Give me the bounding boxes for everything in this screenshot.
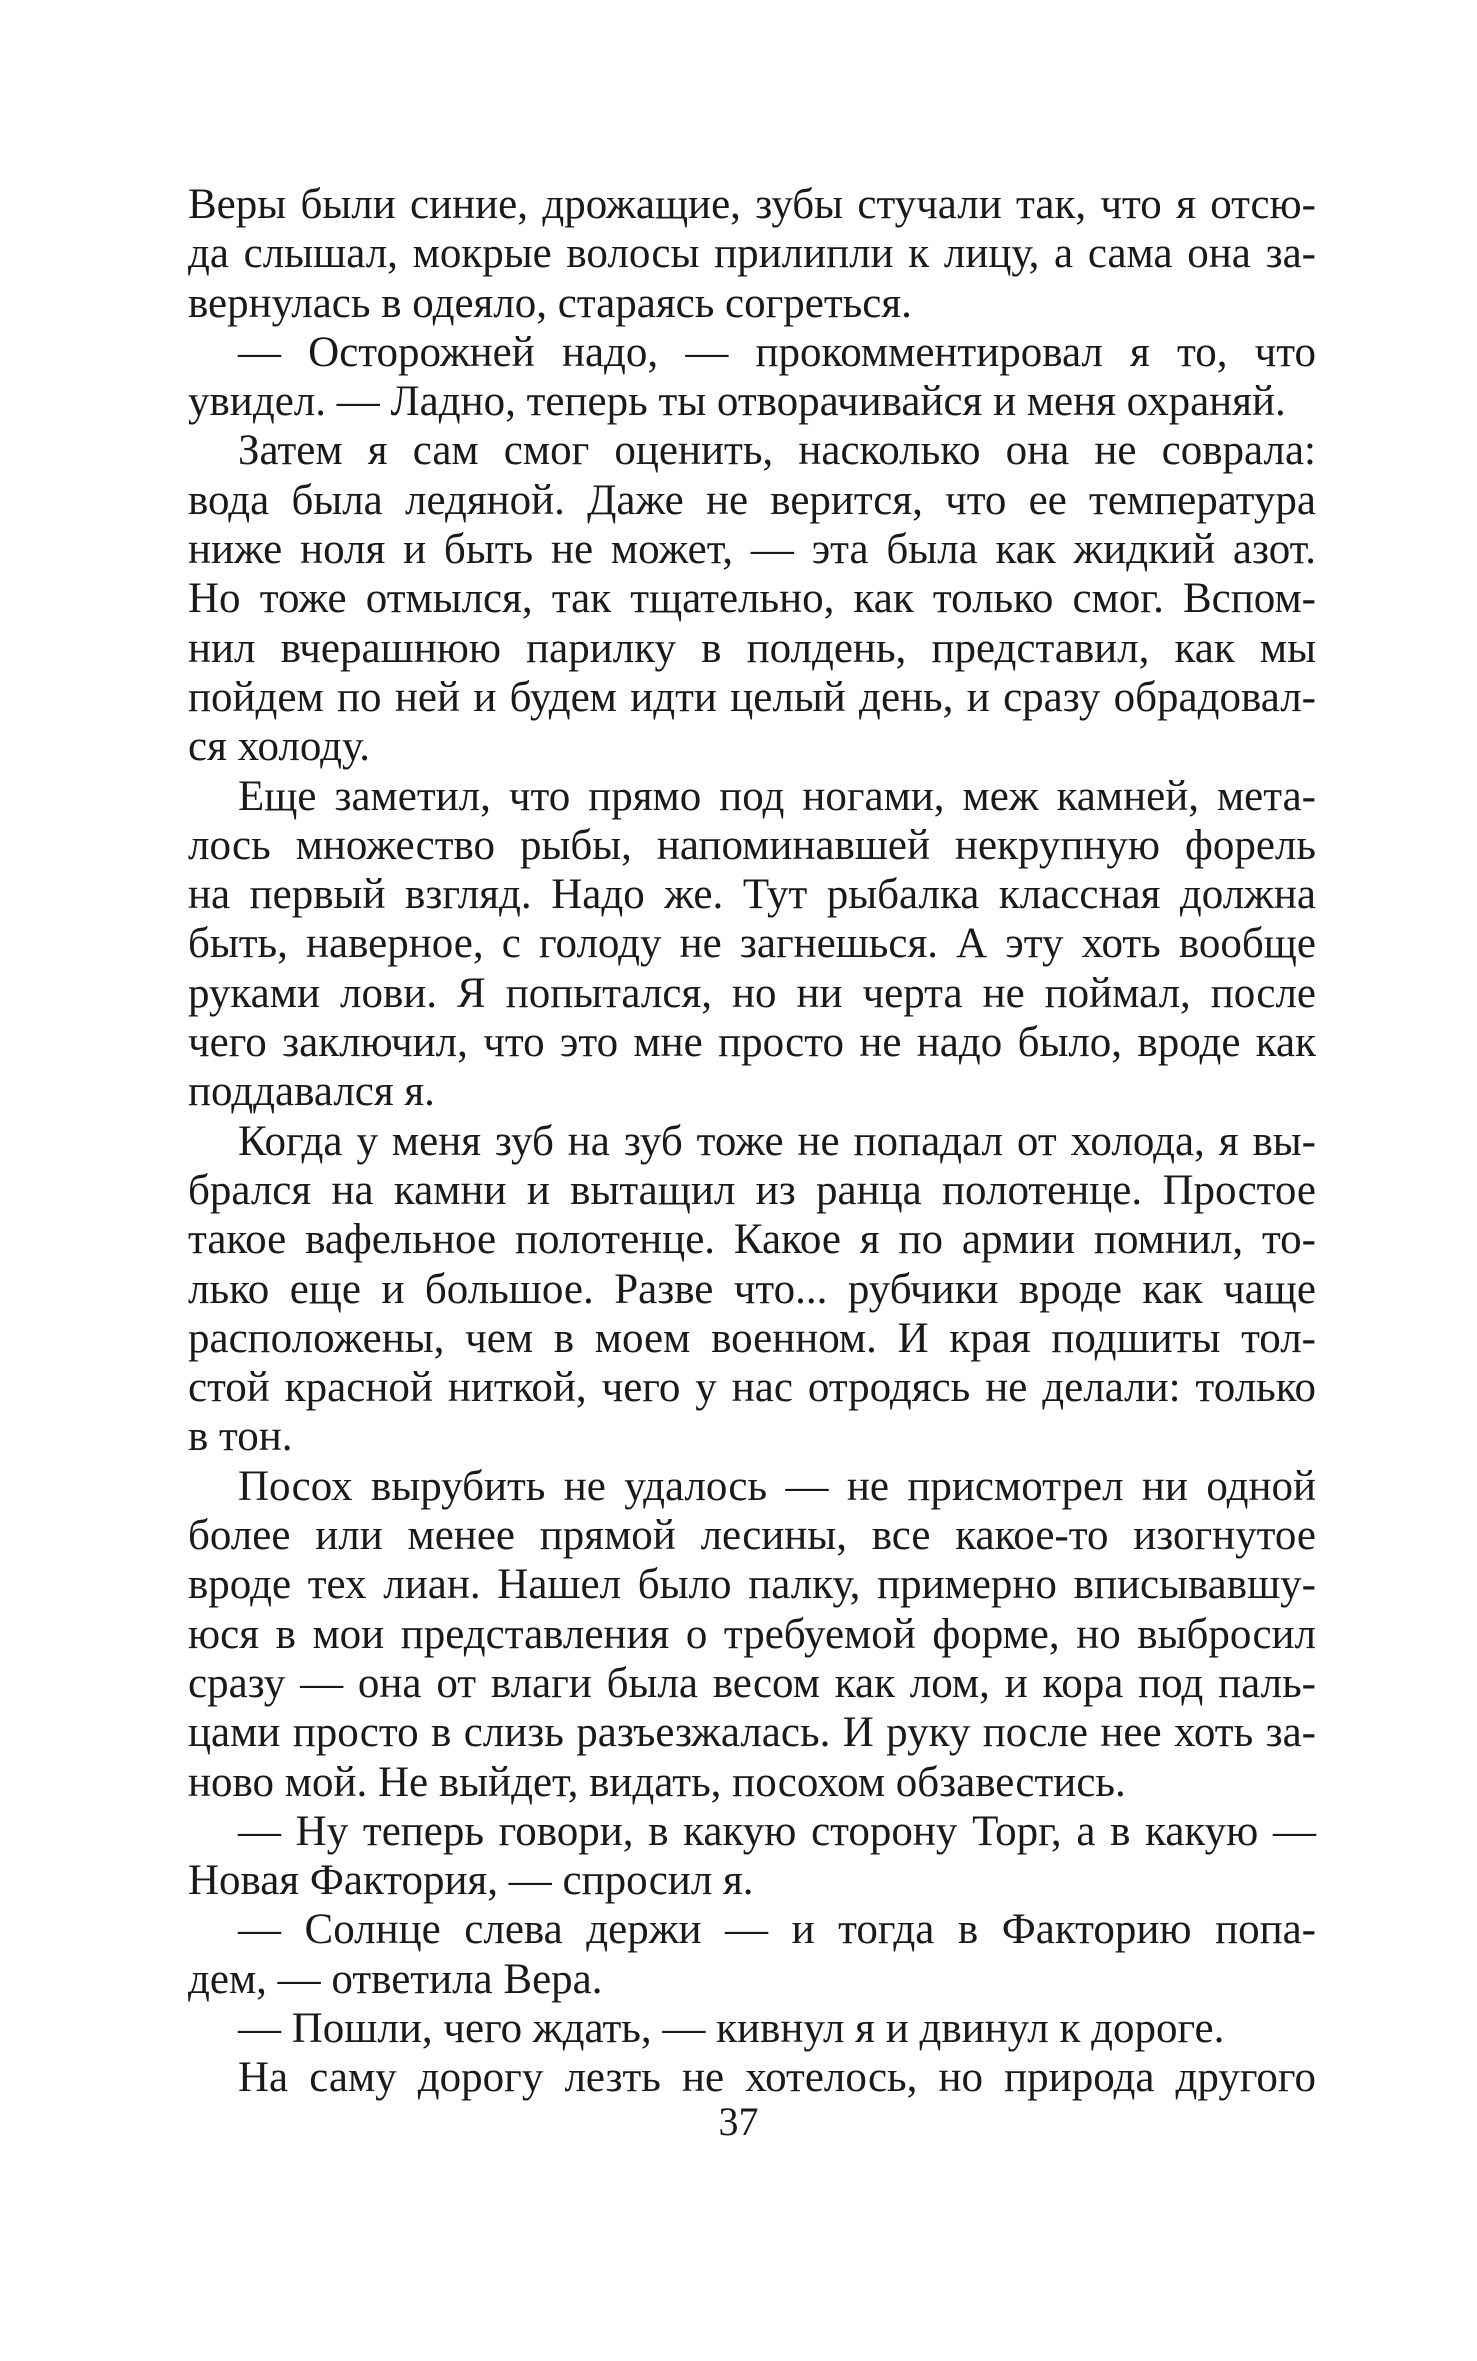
text-line: сразу — она от влаги была весом как лом, и кора под паль-: [188, 1659, 1316, 1707]
text-line: Веры были синие, дрожащие, зубы стучали так, что я отсю-: [188, 181, 1316, 228]
text-line: да слышал, мокрые волосы прилипли к лицу, а сама она за-: [188, 230, 1316, 278]
text-line: такое вафельное полотенце. Какое я по армии помнил, то-: [188, 1216, 1316, 1264]
text-line: — Солнце слева держи — и тогда в Факторию попа-: [238, 1906, 1316, 1954]
text-line: поддавался я.: [188, 1068, 435, 1116]
text-line: юся в мои представления о требуемой форме, но выбросил: [188, 1610, 1316, 1658]
text-line: цами просто в слизь разъезжалась. И руку после нее хоть за-: [188, 1709, 1316, 1757]
text-line: Еще заметил, что прямо под ногами, меж камней, мета-: [238, 772, 1316, 820]
text-line: На саму дорогу лезть не хотелось, но природа другого: [238, 2054, 1316, 2102]
text-line: руками лови. Я попытался, но ни черта не поймал, после: [188, 969, 1316, 1017]
text-line: вроде тех лиан. Нашел было палку, примерно вписывавшу-: [188, 1561, 1316, 1609]
text-line: увидел. — Ладно, теперь ты отворачивайся и меня охраняй.: [188, 378, 1286, 426]
text-line: более или менее прямой лесины, все какое-то изогнутое: [188, 1512, 1316, 1560]
text-line: Затем я сам смог оценить, насколько она не соврала:: [238, 427, 1316, 475]
text-line: нил вчерашнюю парилку в полдень, представил, как мы: [188, 624, 1316, 672]
text-line: дем, — ответила Вера.: [188, 1955, 603, 2003]
text-line: лько еще и большое. Разве что... рубчики вроде как чаще: [188, 1265, 1316, 1313]
text-line: вернулась в одеяло, стараясь согреться.: [188, 279, 912, 327]
text-line: — Осторожней надо, — прокомментировал я то, что: [238, 328, 1316, 376]
text-line: в тон.: [188, 1413, 293, 1461]
text-line: стой красной ниткой, чего у нас отродясь не делали: только: [188, 1364, 1316, 1412]
text-line: лось множество рыбы, напоминавшей некрупную форель: [188, 821, 1316, 869]
body-text: [188, 180, 1316, 2103]
text-line: пойдем по ней и будем идти целый день, и сразу обрадовал-: [188, 673, 1316, 721]
text-line: Когда у меня зуб на зуб тоже не попадал от холода, я вы-: [238, 1117, 1316, 1165]
text-line: расположены, чем в моем военном. И края подшиты тол-: [188, 1314, 1316, 1362]
text-line: брался на камни и вытащил из ранца полотенце. Простое: [188, 1166, 1316, 1214]
text-line: Но тоже отмылся, так тщательно, как только смог. Вспом-: [188, 575, 1316, 623]
text-line: ниже ноля и быть не может, — эта была как жидкий азот.: [188, 526, 1316, 574]
text-line: — Ну теперь говори, в какую сторону Торг, а в какую —: [238, 1807, 1316, 1855]
text-line: Посох вырубить не удалось — не присмотрел ни одной: [238, 1462, 1316, 1510]
text-line: ново мой. Не выйдет, видать, посохом обзавестись.: [188, 1758, 1126, 1806]
text-line: чего заключил, что это мне просто не надо было, вроде как: [188, 1019, 1316, 1067]
text-line: на первый взгляд. Надо же. Тут рыбалка классная должна: [188, 871, 1316, 919]
text-line: быть, наверное, с голоду не загнешься. А эту хоть вообще: [188, 920, 1316, 968]
text-line: — Пошли, чего ждать, — кивнул я и двинул к дороге.: [238, 2004, 1225, 2052]
text-line: вода была ледяной. Даже не верится, что ее температура: [188, 476, 1316, 524]
text-line: Новая Фактория, — спросил я.: [188, 1857, 754, 1905]
page-number: 37: [718, 2099, 759, 2144]
text-line: ся холоду.: [188, 723, 370, 771]
